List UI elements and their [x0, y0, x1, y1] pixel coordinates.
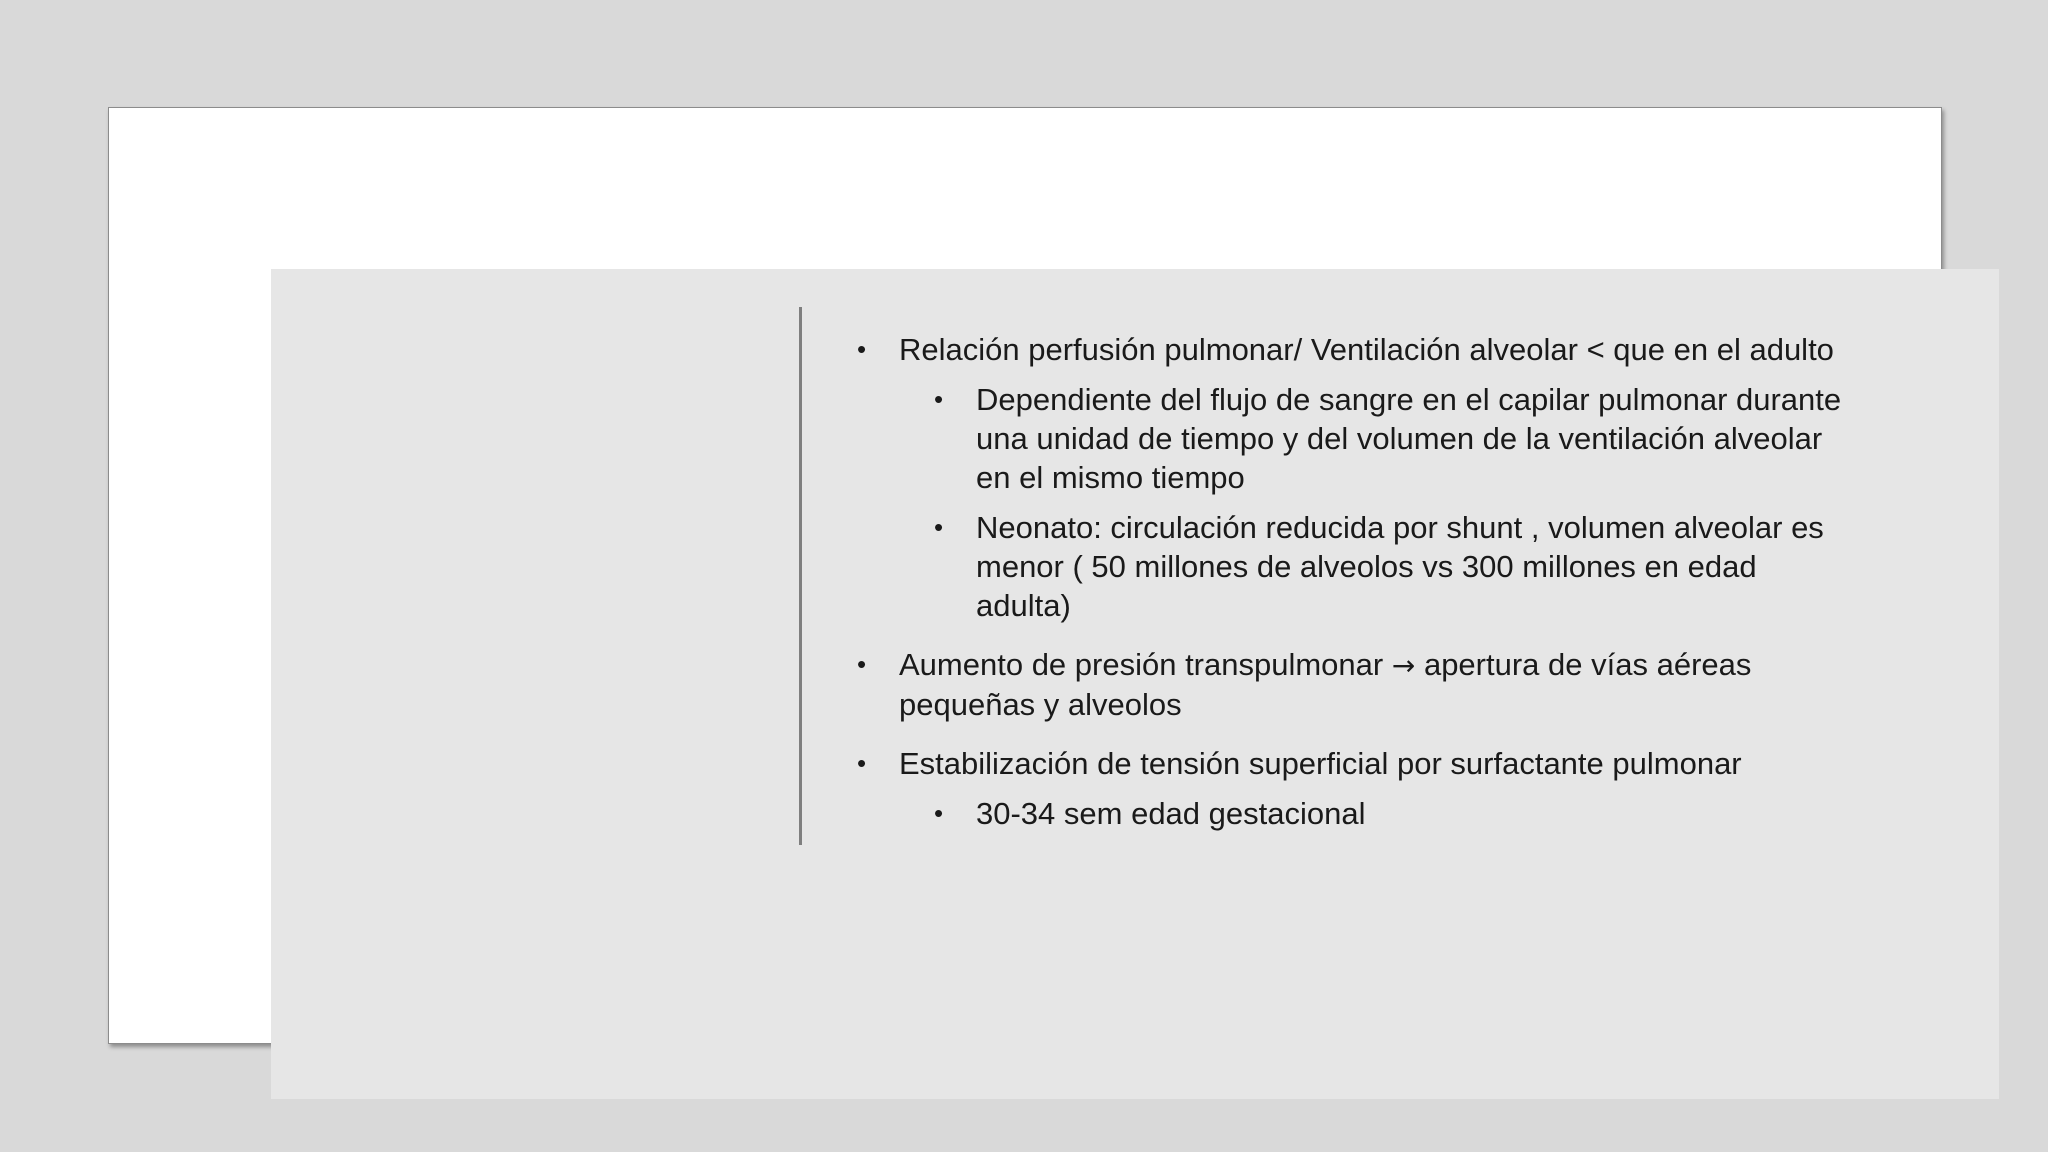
bullet-item: [855, 744, 1855, 783]
bullet-marker: •: [934, 798, 944, 828]
bullet-text: Estabilización de tensión superficial por surfactante pulmonar: [899, 746, 1742, 781]
bullet-marker: •: [934, 384, 944, 414]
bullet-item: [855, 645, 1855, 724]
sub-bullet-item: [855, 380, 1855, 497]
bullet-text-after-arrow: apertura de vías aéreas pequeñas y alveolos: [899, 647, 1752, 722]
bullet-text: Relación perfusión pulmonar/ Ventilación alveolar < que en el adulto: [899, 332, 1834, 367]
bullet-marker: •: [857, 748, 867, 778]
bullet-item: [855, 330, 1855, 369]
right-arrow-icon: →: [1391, 649, 1416, 682]
sub-bullet-item: [855, 508, 1855, 625]
bullet-text: 30-34 sem edad gestacional: [976, 796, 1366, 831]
bullet-text: Dependiente del flujo de sangre en el capilar pulmonar durante una unidad de tiempo y del volumen de la ventilación alveolar en el mismo tiempo: [976, 382, 1842, 495]
vertical-divider: [799, 307, 802, 845]
bullet-list: [855, 330, 1855, 833]
bullet-marker: •: [857, 334, 867, 364]
bullet-marker: •: [934, 512, 944, 542]
sub-bullet-item: [855, 794, 1855, 833]
bullet-text-before-arrow: Aumento de presión transpulmonar: [899, 647, 1384, 682]
bullet-text: Neonato: circulación reducida por shunt , volumen alveolar es menor ( 50 millones de alveolos vs 300 millones en edad adulta): [976, 510, 1824, 623]
bullet-marker: •: [857, 649, 867, 679]
